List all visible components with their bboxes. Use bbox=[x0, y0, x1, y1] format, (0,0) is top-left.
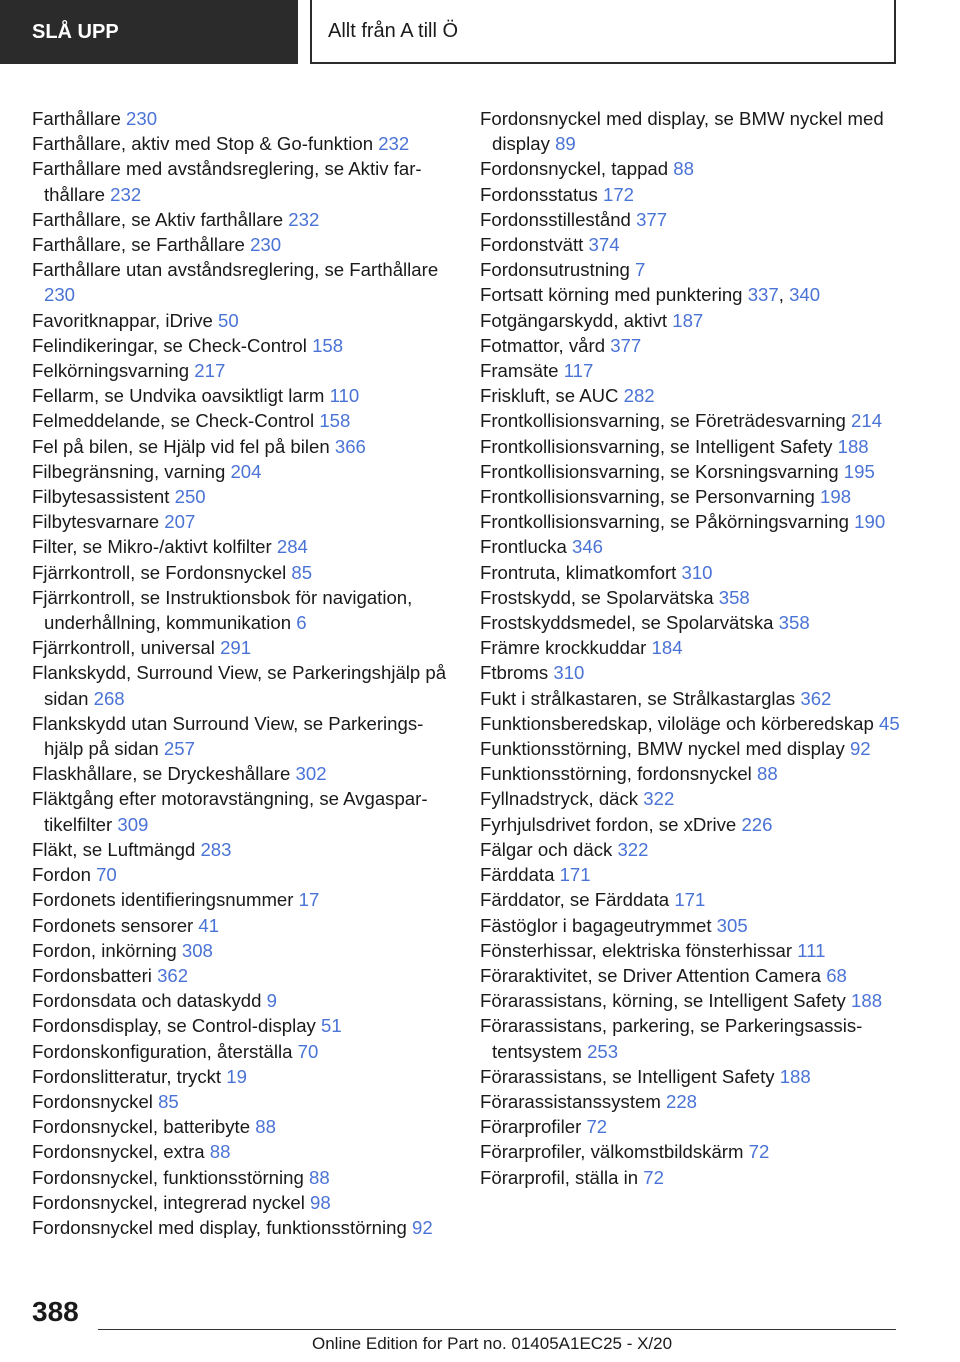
page-link[interactable]: 308 bbox=[181, 939, 213, 961]
index-entry-text: Fordonslitteratur, tryckt bbox=[32, 1065, 222, 1087]
index-entry bbox=[480, 913, 920, 938]
index-entry-text: Felindikeringar, se Check-Control bbox=[32, 334, 307, 356]
index-entry-text: Färddator, se Färddata bbox=[480, 889, 670, 911]
index-entry bbox=[480, 156, 920, 181]
index-entry bbox=[480, 1089, 920, 1114]
index-entry-text: Felmeddelande, se Check-Control bbox=[32, 410, 315, 432]
page-link[interactable]: 310 bbox=[681, 561, 713, 583]
index-entry-text: Fordonsnyckel, funktionsstörning bbox=[32, 1166, 304, 1188]
index-entry bbox=[480, 484, 920, 509]
index-entry bbox=[32, 156, 452, 206]
page-link[interactable]: 188 bbox=[779, 1065, 811, 1087]
index-entry bbox=[480, 660, 920, 685]
page-link[interactable]: 232 bbox=[288, 208, 320, 230]
index-entry-text: Förarprofiler bbox=[480, 1116, 582, 1138]
index-entry bbox=[32, 1114, 452, 1139]
index-entry-text: Fordonsnyckel, extra bbox=[32, 1141, 205, 1163]
page-number: 388 bbox=[32, 1296, 79, 1327]
page-link[interactable]: 374 bbox=[588, 234, 620, 256]
page-link[interactable]: 50 bbox=[218, 309, 239, 331]
index-entry-text: Fläkt, se Luftmängd bbox=[32, 838, 196, 860]
page-link[interactable]: 291 bbox=[220, 637, 252, 659]
index-entry bbox=[480, 711, 920, 736]
index-entry-text: Filbytesvarnare bbox=[32, 511, 160, 533]
index-entry bbox=[32, 711, 452, 761]
index-entry-text: Filbegränsning, varning bbox=[32, 460, 226, 482]
index-entry bbox=[480, 257, 920, 282]
index-entry-text: Funktionsberedskap, viloläge och körberedskap bbox=[480, 712, 874, 734]
page-link[interactable]: 171 bbox=[674, 889, 706, 911]
index-entry-text: Fordonsstillestånd bbox=[480, 208, 631, 230]
page-link[interactable]: 68 bbox=[826, 964, 847, 986]
index-entry bbox=[480, 509, 920, 534]
index-entry bbox=[480, 1139, 920, 1164]
index-entry-text: Förarassistans, se Intelligent Safety bbox=[480, 1065, 775, 1087]
index-entry-text: Förarassistans, körning, se Intelligent Safety bbox=[480, 990, 846, 1012]
footer-text: Online Edition for Part no. 01405A1EC25 - X/20 bbox=[312, 1334, 673, 1353]
index-entry bbox=[480, 106, 920, 156]
index-entry bbox=[32, 1039, 452, 1064]
page-link[interactable]: 172 bbox=[603, 183, 635, 205]
index-entry-text: Fordonsstatus bbox=[480, 183, 598, 205]
index-entry-text: Felkörningsvarning bbox=[32, 360, 190, 382]
index-entry bbox=[480, 887, 920, 912]
page-link[interactable]: 88 bbox=[209, 1141, 231, 1163]
index-entry bbox=[480, 610, 920, 635]
index-entry-text: Fyllnadstryck, däck bbox=[480, 788, 639, 810]
index-entry bbox=[32, 207, 452, 232]
index-column-left bbox=[32, 106, 452, 1240]
index-entry bbox=[32, 635, 452, 660]
page-link[interactable]: 232 bbox=[110, 183, 142, 205]
index-entry-text: Frontkollisionsvarning, se Korsningsvarning bbox=[480, 460, 839, 482]
page-link[interactable]: 346 bbox=[571, 536, 604, 558]
index-entry bbox=[32, 761, 452, 786]
page-link[interactable]: 230 bbox=[250, 234, 282, 256]
chapter-title: Allt från A till Ö bbox=[310, 0, 896, 64]
index-entry-text: Förarprofil, ställa in bbox=[480, 1166, 639, 1188]
index-entry-text: Farthållare utan avståndsreglering, se Farthållare bbox=[32, 259, 439, 281]
page-header bbox=[0, 0, 960, 66]
index-entry bbox=[32, 408, 452, 433]
page-link[interactable]: 19 bbox=[226, 1065, 247, 1087]
index-entry-text: Frontkollisionsvarning, se Företrädesvarning bbox=[480, 410, 846, 432]
index-entry bbox=[480, 459, 920, 484]
index-entry-text: Fordonsnyckel med display, funktionsstörning bbox=[32, 1216, 407, 1238]
index-entry-text: Frostskydd, se Spolarvätska bbox=[480, 586, 714, 608]
page-link[interactable]: 17 bbox=[298, 889, 320, 911]
index-entry-text: Fellarm, se Undvika oavsiktligt larm bbox=[32, 385, 325, 407]
index-entry-text: Farthållare bbox=[32, 108, 121, 129]
index-entry bbox=[32, 106, 452, 131]
index-entry-text: Fönsterhissar, elektriska fönsterhissar bbox=[480, 939, 793, 961]
index-entry-text: Fjärrkontroll, se Instruktionsbok för navigation, underhållning, kommunikation bbox=[32, 586, 413, 634]
index-entry-text: Frontlucka bbox=[480, 536, 567, 558]
page-link[interactable]: 377 bbox=[636, 208, 668, 230]
page-link[interactable]: 158 bbox=[312, 334, 344, 356]
page-link[interactable]: 366 bbox=[334, 435, 366, 457]
page-link[interactable]: 268 bbox=[93, 687, 125, 709]
index-entry-text: Fordon bbox=[32, 864, 91, 886]
index-entry bbox=[32, 1190, 452, 1215]
index-entry bbox=[480, 182, 920, 207]
page-link[interactable]: 6 bbox=[296, 612, 307, 634]
index-entry bbox=[32, 887, 452, 912]
page-link[interactable]: 358 bbox=[718, 586, 750, 608]
index-entry-text: Frontkollisionsvarning, se Intelligent Safety bbox=[480, 435, 833, 457]
index-entry-text: Fordonsnyckel bbox=[32, 1090, 153, 1112]
index-entry bbox=[480, 1114, 920, 1139]
index-entry bbox=[480, 585, 920, 610]
page-link[interactable]: 92 bbox=[412, 1216, 433, 1238]
page-link[interactable]: 72 bbox=[748, 1141, 770, 1163]
page-link[interactable]: 187 bbox=[672, 309, 704, 331]
page-link[interactable]: 85 bbox=[291, 561, 313, 583]
index-entry bbox=[32, 509, 452, 534]
page-link[interactable]: 284 bbox=[276, 536, 308, 558]
index-entry bbox=[32, 837, 452, 862]
index-entry-text: Filter, se Mikro-/aktivt kolfilter bbox=[32, 536, 272, 558]
index-column-right bbox=[480, 106, 920, 1190]
index-entry-text: Fordonsutrustning bbox=[480, 259, 630, 281]
index-entry bbox=[32, 459, 452, 484]
index-entry bbox=[32, 585, 452, 635]
page-link[interactable]: 282 bbox=[623, 385, 655, 407]
index-entry-text: Föraraktivitet, se Driver Attention Camera bbox=[480, 964, 822, 986]
index-entry bbox=[32, 560, 452, 585]
index-entry bbox=[480, 761, 920, 786]
page-link[interactable]: 228 bbox=[666, 1090, 698, 1112]
page-link[interactable]: 305 bbox=[716, 914, 748, 936]
page-link[interactable]: 88 bbox=[309, 1166, 330, 1188]
index-entry bbox=[480, 358, 920, 383]
page-link[interactable]: 337 bbox=[747, 284, 779, 306]
index-entry bbox=[480, 408, 920, 433]
index-entry-text: Fordonsnyckel, batteribyte bbox=[32, 1116, 251, 1138]
index-entry-text: Farthållare, se Aktiv farthållare bbox=[32, 208, 284, 230]
page-link[interactable]: 195 bbox=[843, 460, 875, 482]
index-entry bbox=[480, 560, 920, 585]
page-link[interactable]: 72 bbox=[643, 1166, 664, 1188]
index-entry bbox=[480, 434, 920, 459]
index-entry bbox=[480, 862, 920, 887]
index-entry-text: Fordonets identifieringsnummer bbox=[32, 889, 294, 911]
index-entry bbox=[32, 257, 452, 307]
page-link[interactable]: 358 bbox=[778, 612, 810, 634]
index-entry bbox=[32, 913, 452, 938]
index-entry-text: Fordonsnyckel, tappad bbox=[480, 158, 669, 180]
index-entry bbox=[480, 207, 920, 232]
index-entry bbox=[32, 534, 452, 559]
index-entry-text: Friskluft, se AUC bbox=[480, 385, 619, 407]
index-entry-text: Fordonskonfiguration, återställa bbox=[32, 1040, 293, 1062]
index-entry bbox=[480, 1013, 920, 1063]
page-link[interactable]: 362 bbox=[800, 687, 832, 709]
index-entry-text: Fjärrkontroll, se Fordonsnyckel bbox=[32, 561, 287, 583]
index-entry-text: Fälgar och däck bbox=[480, 838, 613, 860]
page-link[interactable]: 45 bbox=[878, 712, 900, 734]
page-link[interactable]: 340 bbox=[789, 284, 821, 306]
index-entry bbox=[480, 383, 920, 408]
page-link[interactable]: 188 bbox=[837, 435, 869, 457]
index-entry bbox=[32, 786, 452, 836]
index-entry bbox=[32, 1165, 452, 1190]
page-link[interactable]: 217 bbox=[194, 360, 226, 382]
index-entry-text: Funktionsstörning, fordonsnyckel bbox=[480, 763, 752, 785]
page-link[interactable]: 51 bbox=[321, 1015, 342, 1037]
index-entry-text: Fordonsnyckel, integrerad nyckel bbox=[32, 1191, 305, 1213]
index-entry bbox=[32, 1215, 452, 1240]
page-link[interactable]: 232 bbox=[378, 133, 410, 155]
index-entry bbox=[480, 938, 920, 963]
index-entry-text: Fordonets sensorer bbox=[32, 914, 194, 936]
index-entry bbox=[480, 232, 920, 257]
index-entry bbox=[32, 308, 452, 333]
page-link[interactable]: 204 bbox=[230, 460, 262, 482]
index-entry bbox=[480, 736, 920, 761]
page-link[interactable]: 88 bbox=[255, 1116, 276, 1138]
index-entry-text: Fordonsbatteri bbox=[32, 964, 152, 986]
index-entry-text: Frontruta, klimatkomfort bbox=[480, 561, 677, 583]
index-entry-text: Fordonsdisplay, se Control-display bbox=[32, 1015, 316, 1037]
page-link[interactable]: 117 bbox=[563, 360, 594, 382]
index-entry bbox=[480, 963, 920, 988]
index-entry-text: Farthållare, se Farthållare bbox=[32, 234, 245, 256]
page-link[interactable]: 92 bbox=[849, 738, 871, 760]
page-link[interactable]: 88 bbox=[757, 763, 778, 785]
index-entry-text: Fjärrkontroll, universal bbox=[32, 637, 215, 659]
page-link[interactable]: 188 bbox=[851, 990, 883, 1012]
page-link[interactable]: 257 bbox=[163, 738, 195, 760]
index-entry bbox=[480, 308, 920, 333]
page-link[interactable]: 322 bbox=[617, 838, 649, 860]
page-link[interactable]: 7 bbox=[635, 259, 646, 281]
page-link[interactable]: 158 bbox=[319, 410, 351, 432]
index-entry-text: Fortsatt körning med punktering bbox=[480, 284, 743, 306]
page-link[interactable]: 322 bbox=[643, 788, 675, 810]
page-link[interactable]: 111 bbox=[797, 939, 826, 961]
page-link[interactable]: 230 bbox=[126, 108, 158, 129]
index-entry-text: Fyrhjulsdrivet fordon, se xDrive bbox=[480, 813, 737, 835]
index-entry bbox=[32, 1139, 452, 1164]
index-entry-text: Förarassistans, parkering, se Parkeringsassistentsystem bbox=[480, 1015, 863, 1062]
page-link[interactable]: 85 bbox=[158, 1090, 179, 1112]
page-link[interactable]: 310 bbox=[553, 662, 585, 684]
index-entry-text: Fordon, inkörning bbox=[32, 939, 177, 961]
index-entry bbox=[32, 333, 452, 358]
index-entry-text: Färddata bbox=[480, 864, 555, 886]
index-entry bbox=[32, 660, 452, 710]
index-entry-text: Favoritknappar, iDrive bbox=[32, 309, 213, 331]
index-entry-text: Framsäte bbox=[480, 360, 559, 382]
page-link[interactable]: 88 bbox=[673, 158, 694, 180]
page-link[interactable]: 230 bbox=[44, 284, 76, 306]
page-link[interactable]: 309 bbox=[117, 813, 149, 835]
index-entry-text: Fläktgång efter motoravstängning, se Avgaspartikelfilter bbox=[32, 788, 428, 835]
index-entry-text: Fordonsdata och dataskydd bbox=[32, 990, 262, 1012]
page-link[interactable]: 302 bbox=[295, 763, 327, 785]
index-entry-text: Filbytesassistent bbox=[32, 486, 170, 508]
page-link[interactable]: 207 bbox=[164, 511, 196, 533]
index-entry bbox=[480, 1165, 920, 1190]
page-link[interactable]: 214 bbox=[851, 410, 883, 432]
page-link[interactable]: 98 bbox=[310, 1191, 331, 1213]
index-entry-text: Frostskyddsmedel, se Spolarvätska bbox=[480, 612, 774, 634]
index-entry bbox=[480, 333, 920, 358]
index-entry bbox=[480, 837, 920, 862]
index-entry-text: Ftbroms bbox=[480, 662, 549, 684]
page-link[interactable]: 72 bbox=[586, 1116, 608, 1138]
footer-divider bbox=[98, 1329, 896, 1330]
index-entry-text: Främre krockkuddar bbox=[480, 637, 647, 659]
page-link[interactable]: 250 bbox=[174, 486, 206, 508]
index-entry-text: Fordonsnyckel med display, se BMW nyckel med display bbox=[480, 108, 884, 155]
page-link[interactable]: 171 bbox=[559, 864, 591, 886]
index-entry-text: Flankskydd, Surround View, se Parkeringshjälp på sidan bbox=[32, 662, 447, 709]
page-link[interactable]: 41 bbox=[198, 914, 220, 936]
index-entry-text: Funktionsstörning, BMW nyckel med display bbox=[480, 738, 845, 760]
index-entry-text: Farthållare, aktiv med Stop & Go-funktion bbox=[32, 133, 374, 155]
index-entry bbox=[480, 635, 920, 660]
index-entry bbox=[32, 232, 452, 257]
index-entry-text: Förarassistanssystem bbox=[480, 1090, 661, 1112]
page-link[interactable]: 89 bbox=[555, 133, 576, 155]
index-entry bbox=[480, 988, 920, 1013]
index-entry bbox=[480, 534, 920, 559]
page-link[interactable]: 70 bbox=[96, 864, 117, 886]
index-entry-text: Fukt i strålkastaren, se Strålkastarglas bbox=[480, 687, 796, 709]
index-entry bbox=[32, 963, 452, 988]
page-link[interactable]: 283 bbox=[200, 838, 232, 860]
page-link[interactable]: 70 bbox=[297, 1040, 319, 1062]
index-entry bbox=[32, 434, 452, 459]
index-entry bbox=[480, 686, 920, 711]
page-link[interactable]: 253 bbox=[587, 1040, 619, 1062]
index-entry-text: Flankskydd utan Surround View, se Parkeringshjälp på sidan bbox=[32, 712, 424, 760]
section-tab[interactable]: SLÅ UPP bbox=[0, 0, 298, 64]
index-entry bbox=[480, 786, 920, 811]
index-entry bbox=[32, 383, 452, 408]
index-entry bbox=[480, 812, 920, 837]
index-entry-text: Flaskhållare, se Dryckeshållare bbox=[32, 763, 291, 785]
page-link[interactable]: 184 bbox=[651, 637, 683, 659]
page-link[interactable]: 190 bbox=[854, 511, 886, 533]
index-entry-text: Frontkollisionsvarning, se Personvarning bbox=[480, 486, 815, 508]
index-entry bbox=[32, 484, 452, 509]
page-link[interactable]: 226 bbox=[741, 813, 773, 835]
page-link[interactable]: 9 bbox=[266, 990, 277, 1012]
index-entry bbox=[32, 131, 452, 156]
index-entry-text: Farthållare med avståndsreglering, se Aktiv farthållare bbox=[32, 158, 422, 205]
index-entry bbox=[32, 938, 452, 963]
index-entry bbox=[32, 988, 452, 1013]
index-entry-text: Fästöglor i bagageutrymmet bbox=[480, 914, 712, 936]
index-entry-text: Frontkollisionsvarning, se Påkörningsvarning bbox=[480, 511, 849, 533]
index-entry bbox=[480, 1064, 920, 1089]
index-entry bbox=[32, 1064, 452, 1089]
page-link[interactable]: 110 bbox=[329, 385, 360, 407]
index-entry-text: Förarprofiler, välkomstbildskärm bbox=[480, 1141, 744, 1163]
page-link[interactable]: 198 bbox=[820, 486, 852, 508]
index-entry-text: Fotgängarskydd, aktivt bbox=[480, 309, 668, 331]
index-entry bbox=[32, 862, 452, 887]
index-entry-text: Fordonstvätt bbox=[480, 234, 584, 256]
index-entry-text: Fel på bilen, se Hjälp vid fel på bilen bbox=[32, 435, 330, 457]
index-entry bbox=[32, 1013, 452, 1038]
page-link[interactable]: 362 bbox=[157, 964, 189, 986]
index-entry-text: Fotmattor, vård bbox=[480, 334, 606, 356]
index-entry: Fortsatt körning med punktering 337, 340 bbox=[480, 284, 821, 306]
index-entry bbox=[32, 358, 452, 383]
index-entry bbox=[32, 1089, 452, 1114]
page-link[interactable]: 377 bbox=[610, 334, 642, 356]
